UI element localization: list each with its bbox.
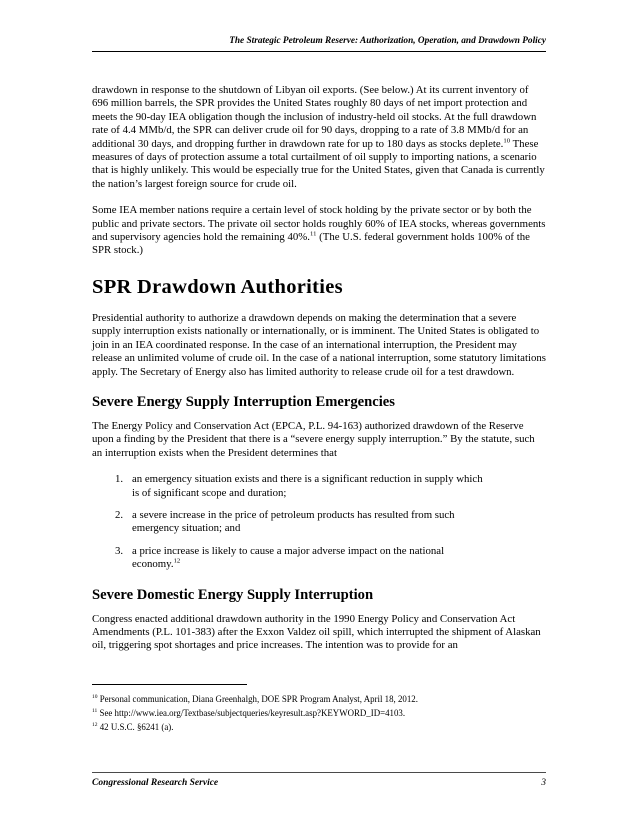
footnote-text: 42 U.S.C. §6241 (a). <box>97 722 174 733</box>
list-item-1 <box>115 473 546 500</box>
page-footer <box>92 772 546 788</box>
list-item-text: a price increase is likely to cause a major adverse impact on the national economy.$^{12}$ <box>132 544 445 571</box>
running-header-title: The Strategic Petroleum Reserve: Authorization, Operation, and Drawdown Policy <box>229 36 546 46</box>
paragraph-presidential-authority: Presidential authority to authorize a drawdown depends on making the determination that a severe supply interruption exists nationally or internationally, or is imminent. The United States is obligated to join in an IEA coordinated response. In the case of an international interruption, the President may release an unlimited volume of crude oil. In the case of a national interruption, some statutory limitations apply. The Secretary of Energy also has limited authority to release crude oil for a test drawdown. <box>92 311 546 378</box>
footnote-11 <box>92 706 546 720</box>
footnote-number: 11 <box>92 708 98 715</box>
footnote-ref-11: 11 <box>309 230 317 238</box>
subsection-heading-severe-domestic-energy: Severe Domestic Energy Supply Interruption <box>92 586 374 603</box>
list-item-text: an emergency situation exists and there is a significant reduction in supply which is of significant scope and duration; <box>132 473 483 499</box>
footer-publisher: Congressional Research Service <box>92 778 219 788</box>
subsection-heading-severe-energy-supply: Severe Energy Supply Interruption Emergencies <box>92 393 395 410</box>
paragraph-libya-drawdown <box>92 84 546 191</box>
list-item-number: 2. <box>115 508 124 521</box>
paragraph-text: (The U.S. federal government holds 100% of the SPR stock.) <box>92 231 530 257</box>
footer-page-number: 3 <box>541 778 546 788</box>
footnote-separator <box>92 684 247 685</box>
running-header <box>92 36 546 52</box>
paragraph-text: Some IEA member nations require a certain level of stock holding by the private sector or by both the public and private sectors. The private oil sector holds roughly 60% of IEA stocks, whereas governments and supervisory agencies hold the remaining 40%. <box>92 204 546 244</box>
document-body <box>92 84 546 666</box>
list-item-number: 3. <box>115 544 124 557</box>
footnote-12 <box>92 720 546 734</box>
list-item-number: 1. <box>115 473 124 486</box>
paragraph-congress-1990: Congress enacted additional drawdown authority in the 1990 Energy Policy and Conservation Act Amendments (P.L. 101-383) after the Exxon Valdez oil spill, which interrupted the shipment of Alaskan oil, triggering spot shortages and price increases. The intention was to provide for an <box>92 612 541 652</box>
list-item-3 <box>115 545 546 572</box>
footnote-text: See http://www.iea.org/Textbase/subjectqueries/keyresult.asp?KEYWORD_ID=4103. <box>97 708 406 719</box>
paragraph-epca: The Energy Policy and Conservation Act (EPCA, P.L. 94-163) authorized drawdown of the Reserve upon a finding by the President that there is a “severe energy supply interruption.” By the statute, such an interruption exists when the President determines that <box>92 419 535 459</box>
paragraph-iea-stocks <box>92 204 546 258</box>
section-heading-spr-drawdown-authorities: SPR Drawdown Authorities <box>92 275 343 298</box>
footnote-number: 10 <box>92 694 98 701</box>
list-item-text: a severe increase in the price of petroleum products has resulted from such emergency situation; and <box>132 508 455 535</box>
footnote-ref-12: 12 <box>173 557 181 565</box>
footnote-number: 12 <box>92 722 98 729</box>
list-item-2 <box>115 509 546 536</box>
paragraph-text: drawdown in response to the shutdown of Libyan oil exports. (See below.) At its current inventory of 696 million barrels, the SPR provides the United States roughly 80 days of net import protection and meets the 90-day IEA obligation though the inclusion of industry-held oil stocks. At the full drawdown rate of 4.4 MMb/d, the SPR can deliver crude oil for 90 days, dropping to a rate of 3.8 MMb/d for an additional 30 days, and dropping further in drawdown rate for up to 180 days as stocks deplete. <box>92 84 537 150</box>
paragraph-text: These measures of days of protection assume a total curtailment of oil supply to importing nations, a scenario that is highly unlikely. This would be especially true for the United States, given that Canada is currently the nation’s largest foreign source for crude oil. <box>92 137 545 190</box>
footnotes-section <box>92 684 546 735</box>
footnote-10 <box>92 692 546 706</box>
numbered-list <box>92 473 546 571</box>
footnote-ref-10: 10 <box>503 137 511 145</box>
footnote-text: Personal communication, Diana Greenhalgh, DOE SPR Program Analyst, April 18, 2012. <box>97 694 418 704</box>
